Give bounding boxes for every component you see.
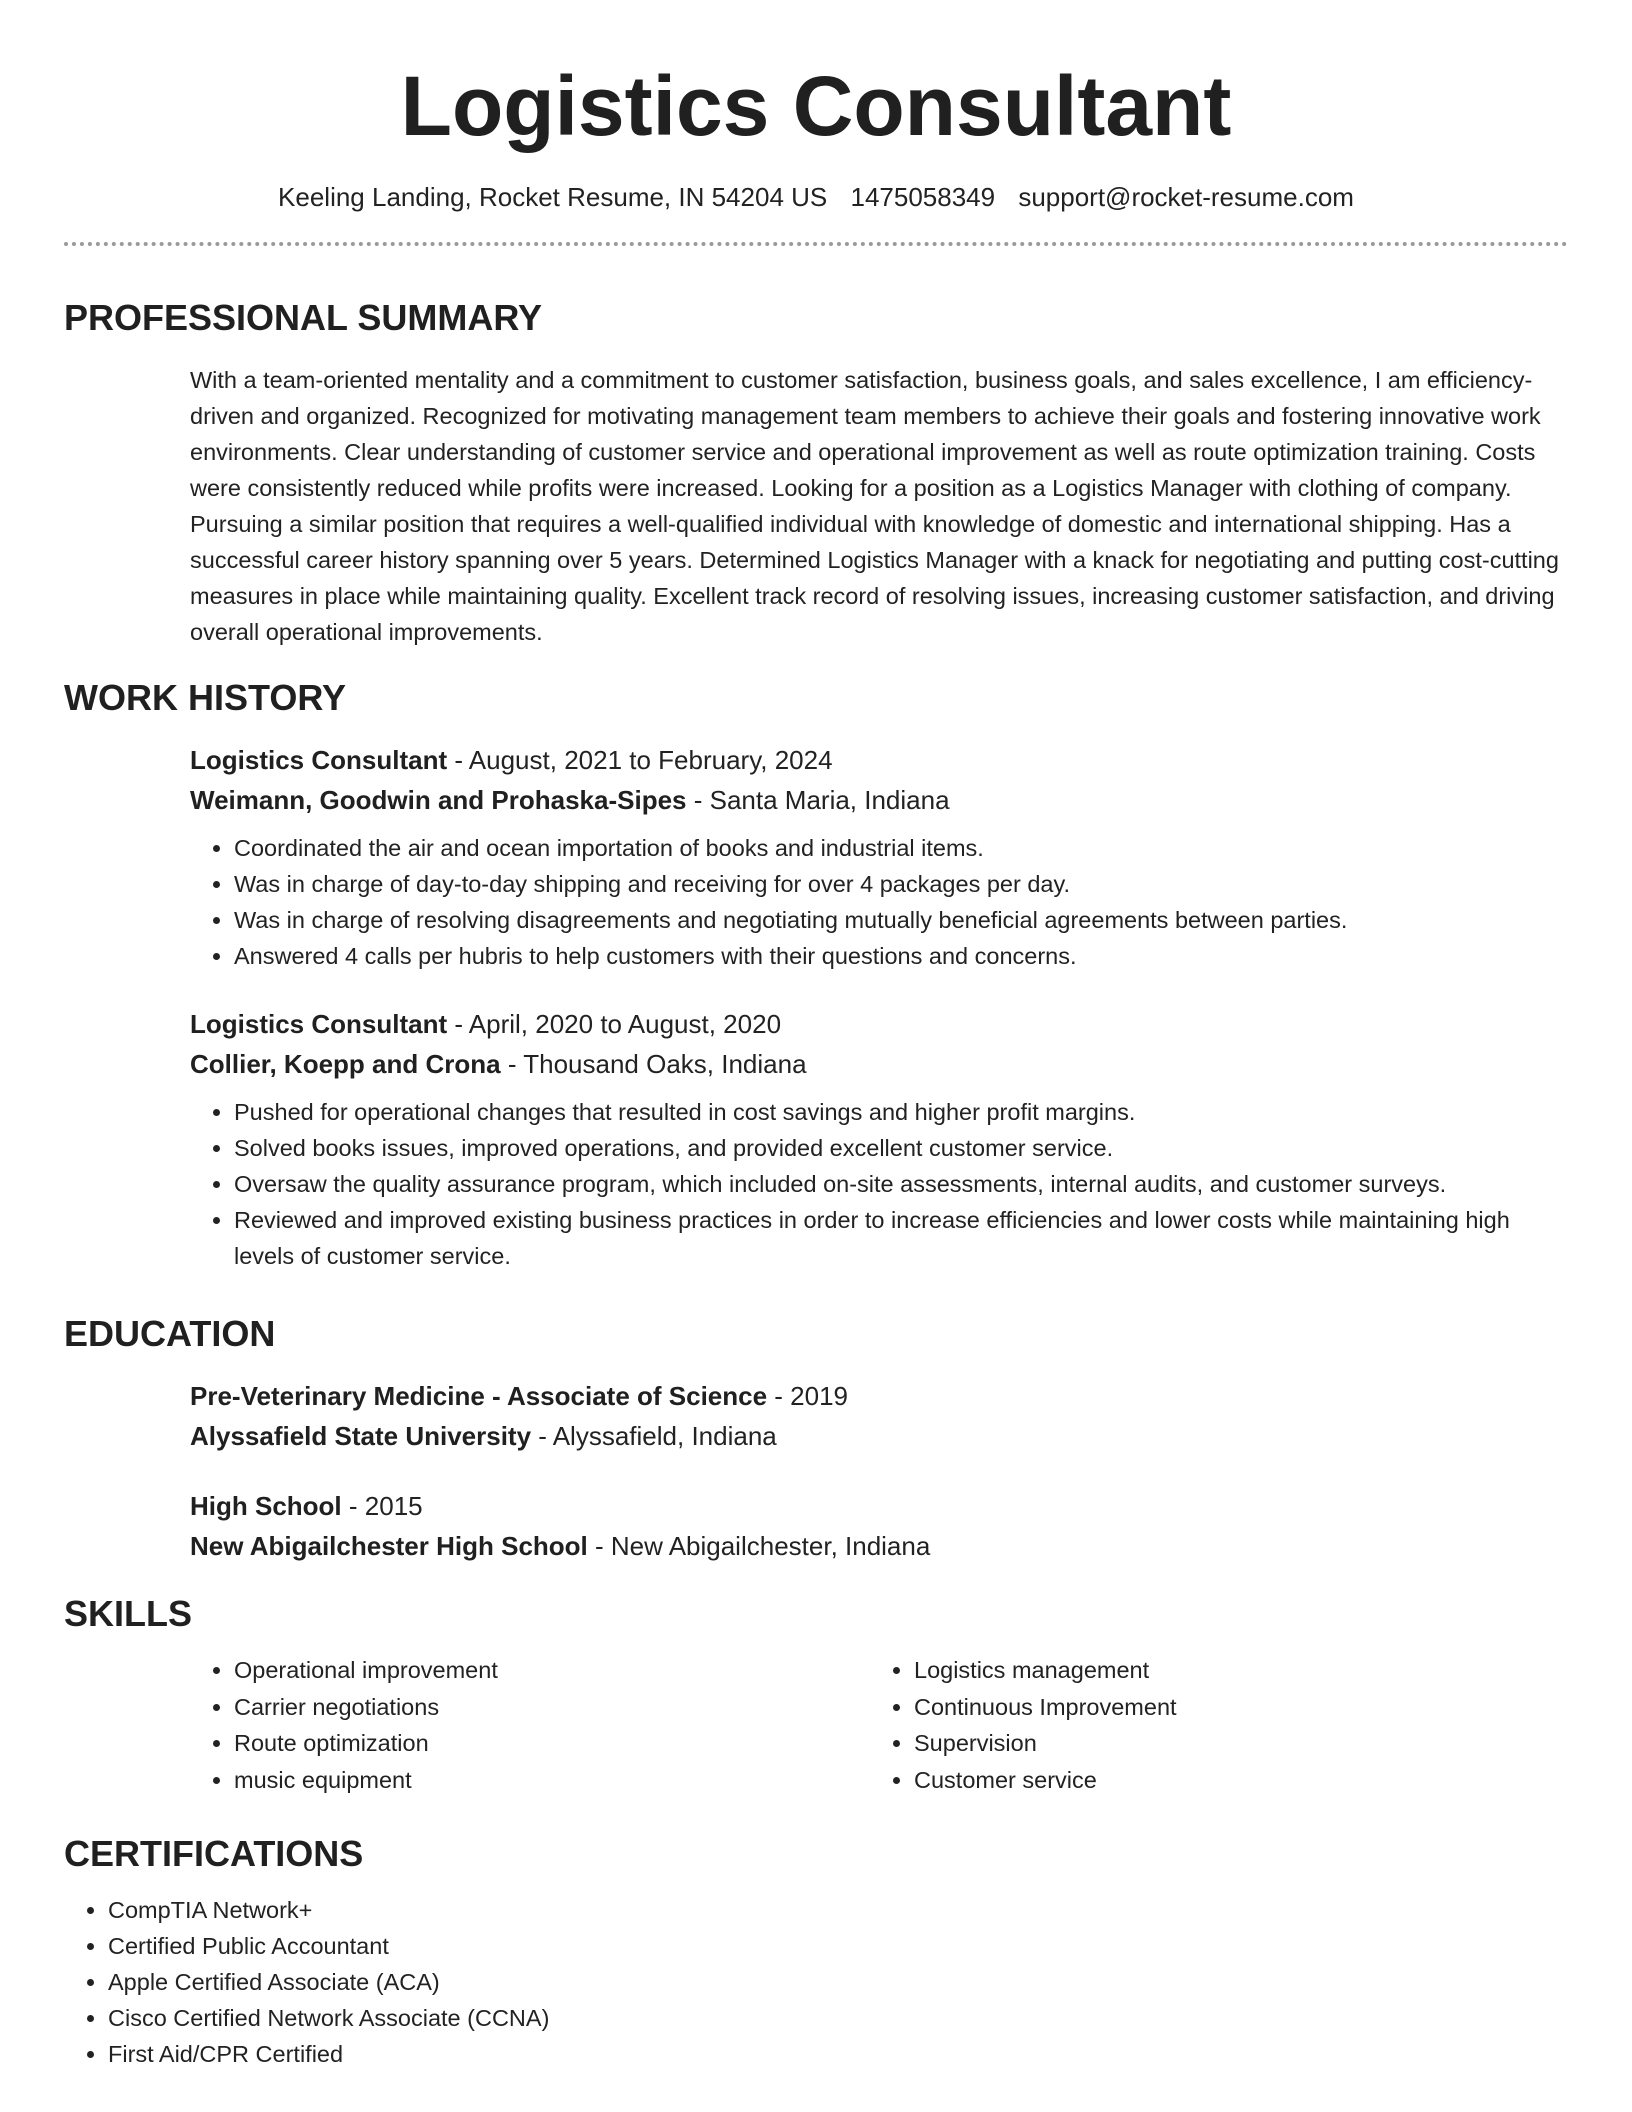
education-entry (190, 1376, 1568, 1456)
skill-item: • Supervision (914, 1725, 1550, 1762)
job-location: - Santa Maria, Indiana (686, 785, 950, 815)
job-company-line (190, 780, 1568, 820)
contact-phone: 1475058349 (850, 182, 996, 212)
job-bullet: • Coordinated the air and ocean importation of books and industrial items. (234, 830, 1568, 866)
job-bullet: • Pushed for operational changes that resulted in cost savings and higher profit margins. (234, 1094, 1568, 1130)
job-bullet: • Was in charge of resolving disagreements and negotiating mutually beneficial agreements between parties. (234, 902, 1568, 938)
job-bullet: • Answered 4 calls per hubris to help customers with their questions and concerns. (234, 938, 1568, 974)
skills-section (64, 1592, 1568, 1798)
skill-item: • Route optimization (234, 1725, 870, 1762)
job-dates: - April, 2020 to August, 2020 (447, 1009, 782, 1039)
certifications-title: CERTIFICATIONS (64, 1833, 364, 1874)
job-dates: - August, 2021 to February, 2024 (447, 745, 833, 775)
skill-item: • Customer service (914, 1762, 1550, 1799)
certifications-list (64, 1892, 1568, 2072)
education-school: New Abigailchester High School (190, 1531, 588, 1561)
skill-item: • Carrier negotiations (234, 1689, 870, 1726)
work-title: WORK HISTORY (64, 677, 347, 718)
job-bullet: • Reviewed and improved existing business practices in order to increase efficiencies and lower costs while maintaining high levels of customer service. (234, 1202, 1568, 1274)
contact-line (64, 180, 1568, 214)
job-company: Weimann, Goodwin and Prohaska-Sipes (190, 785, 687, 815)
summary-title: PROFESSIONAL SUMMARY (64, 297, 543, 338)
skills-grid (190, 1652, 1568, 1798)
job-location: - Thousand Oaks, Indiana (500, 1049, 807, 1079)
header-divider (64, 242, 1568, 246)
job-entry (190, 1004, 1568, 1274)
education-location: - New Abigailchester, Indiana (587, 1531, 931, 1561)
education-section (64, 1312, 1568, 1566)
certification-item: • First Aid/CPR Certified (108, 2036, 1568, 2072)
education-title: EDUCATION (64, 1313, 276, 1354)
job-bullet: • Oversaw the quality assurance program, which included on-site assessments, internal audits, and customer surveys. (234, 1166, 1568, 1202)
education-school: Alyssafield State University (190, 1421, 532, 1451)
certification-item: • CompTIA Network+ (108, 1892, 1568, 1928)
skill-item: • music equipment (234, 1762, 870, 1799)
job-bullets (190, 1094, 1568, 1274)
summary-text: With a team-oriented mentality and a commitment to customer satisfaction, business goals, and sales excellence, I am efficiency-driven and organized. Recognized for motivating management team members to achieve their goals and fostering innovative work environments. Clear understanding of customer service and operational improvement as well as route optimization training. Costs were consistently reduced while profits were increased. Looking for a position as a Logistics Manager with clothing of company. Pursuing a similar position that requires a well-qualified individual with knowledge of domestic and international shipping. Has a successful career history spanning over 5 years. Determined Logistics Manager with a knack for negotiating and putting cost-cutting measures in place while maintaining quality. Excellent track record of resolving issues, increasing customer satisfaction, and driving overall operational improvements. (190, 367, 1559, 645)
education-degree-line (190, 1376, 1568, 1416)
certifications-section (64, 1832, 1568, 2072)
certification-item: • Apple Certified Associate (ACA) (108, 1964, 1568, 2000)
education-year: - 2015 (341, 1491, 423, 1521)
certification-item: • Certified Public Accountant (108, 1928, 1568, 1964)
education-degree: Pre-Veterinary Medicine - Associate of Science (190, 1381, 768, 1411)
job-role: Logistics Consultant (190, 745, 448, 775)
job-bullets (190, 830, 1568, 974)
education-entry (190, 1486, 1568, 1566)
job-role-line (190, 740, 1568, 780)
job-bullet: • Was in charge of day-to-day shipping and receiving for over 4 packages per day. (234, 866, 1568, 902)
education-location: - Alyssafield, Indiana (531, 1421, 777, 1451)
resume-name: Logistics Consultant (400, 59, 1232, 153)
contact-email: support@rocket-resume.com (1018, 182, 1354, 212)
job-company: Collier, Koepp and Crona (190, 1049, 501, 1079)
education-year: - 2019 (767, 1381, 849, 1411)
skills-title: SKILLS (64, 1593, 193, 1634)
summary-section (64, 296, 1568, 650)
skill-item: • Logistics management (914, 1652, 1550, 1689)
job-entry (190, 740, 1568, 974)
education-degree-line (190, 1486, 1568, 1526)
job-company-line (190, 1044, 1568, 1084)
work-section (64, 676, 1568, 1274)
skill-item: • Continuous Improvement (914, 1689, 1550, 1726)
job-role: Logistics Consultant (190, 1009, 448, 1039)
job-role-line (190, 1004, 1568, 1044)
education-degree: High School (190, 1491, 342, 1521)
contact-address: Keeling Landing, Rocket Resume, IN 54204 US (278, 182, 828, 212)
job-bullet: • Solved books issues, improved operations, and provided excellent customer service. (234, 1130, 1568, 1166)
education-school-line (190, 1526, 1568, 1566)
education-school-line (190, 1416, 1568, 1456)
skills-list-left (190, 1652, 870, 1798)
skill-item: • Operational improvement (234, 1652, 870, 1689)
skills-list-right (870, 1652, 1550, 1798)
certification-item: • Cisco Certified Network Associate (CCNA) (108, 2000, 1568, 2036)
